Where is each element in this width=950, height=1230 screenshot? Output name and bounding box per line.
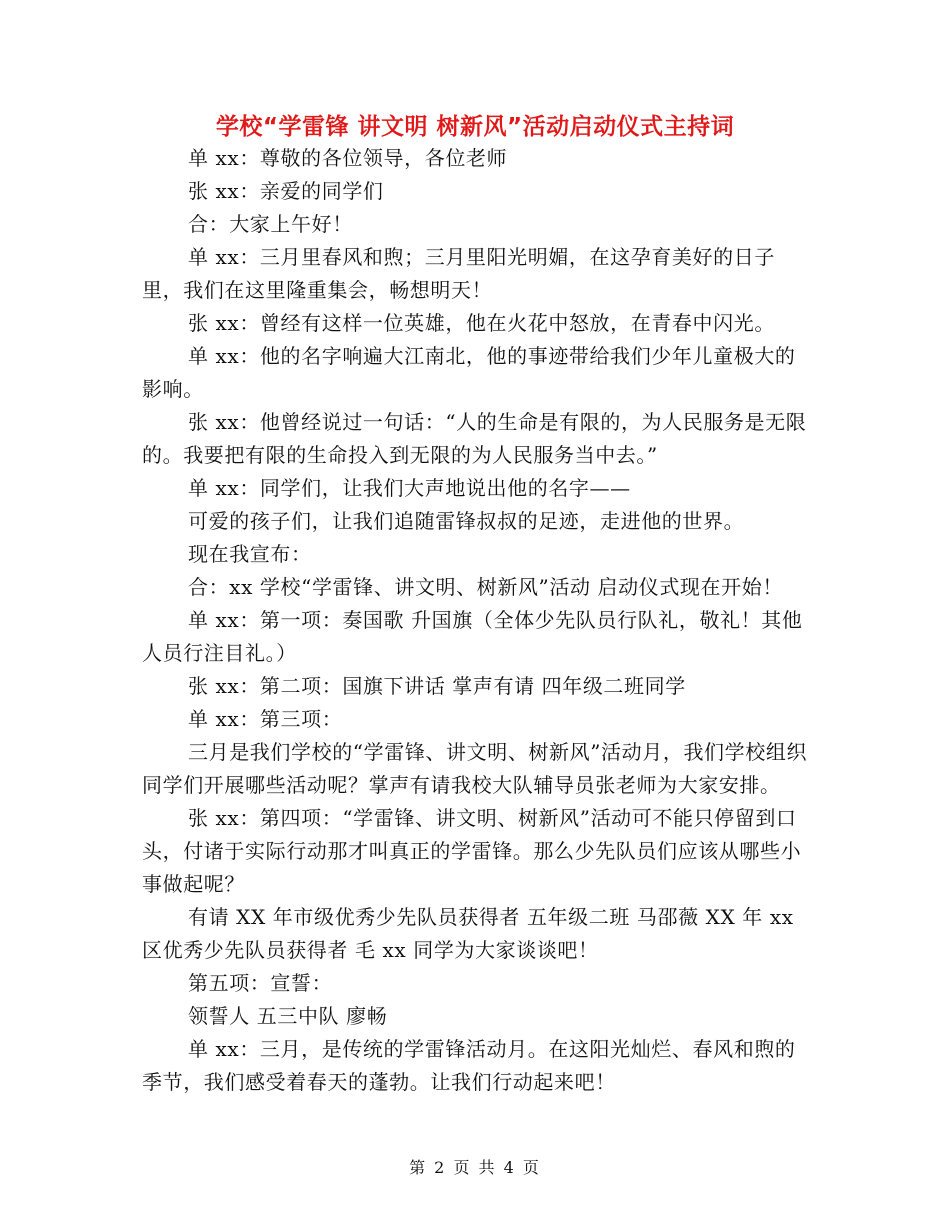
paragraph: 单 xx：同学们，让我们大声地说出他的名字—— [188, 476, 631, 500]
paragraph: 张 xx：亲爱的同学们 [188, 179, 384, 203]
paragraph: 领誓人 五三中队 廖畅 [188, 1004, 388, 1028]
paragraph: 单 xx：第一项：奏国歌 升国旗（全体少先队员行队礼，敬礼！其他人员行注目礼。） [142, 608, 803, 665]
page-number-footer: 第 2 页 共 4 页 [409, 1158, 541, 1177]
paragraph: 单 xx：他的名字响遍大江南北，他的事迹带给我们少年儿童极大的影响。 [142, 344, 796, 401]
paragraph: 单 xx：三月，是传统的学雷锋活动月。在这阳光灿烂、春风和煦的季节，我们感受着春天的蓬勃。让我们行动起来吧！ [142, 1037, 796, 1094]
paragraph: 合：大家上午好！ [188, 212, 353, 236]
document-body [142, 142, 812, 1099]
paragraph: 可爱的孩子们，让我们追随雷锋叔叔的足迹，走进他的世界。 [188, 509, 745, 533]
paragraph: 单 xx：第三项： [188, 707, 343, 731]
document-title: 学校“学雷锋 讲文明 树新风”活动启动仪式主持词 [215, 114, 735, 140]
paragraph: 合：xx 学校“学雷锋、讲文明、树新风”活动 启动仪式现在开始！ [188, 575, 783, 599]
paragraph: 单 xx：三月里春风和煦；三月里阳光明媚，在这孕育美好的日子里，我们在这里隆重集会，畅想明天！ [142, 245, 775, 302]
paragraph: 有请 XX 年市级优秀少先队员获得者 五年级二班 马邵薇 XX 年 xx 区优秀少先队员获得者 毛 xx 同学为大家谈谈吧！ [142, 905, 794, 962]
paragraph: 第五项：宣誓： [188, 971, 333, 995]
paragraph: 张 xx：第二项：国旗下讲话 掌声有请 四年级二班同学 [188, 674, 686, 698]
paragraph: 张 xx：他曾经说过一句话：“人的生命是有限的，为人民服务是无限的。我要把有限的生命投入到无限的为人民服务当中去。” [142, 410, 807, 467]
paragraph: 张 xx：第四项：“学雷锋、讲文明、树新风”活动可不能只停留到口头，付诸于实际行动那才叫真正的学雷锋。那么少先队员们应该从哪些小事做起呢？ [142, 806, 802, 896]
paragraph: 现在我宣布： [188, 542, 312, 566]
paragraph: 单 xx：尊敬的各位领导，各位老师 [188, 146, 508, 170]
paragraph: 三月是我们学校的“学雷锋、讲文明、树新风”活动月，我们学校组织同学们开展哪些活动呢？掌声有请我校大队辅导员张老师为大家安排。 [142, 740, 808, 797]
paragraph: 张 xx：曾经有这样一位英雄，他在火花中怒放，在青春中闪光。 [188, 311, 775, 335]
